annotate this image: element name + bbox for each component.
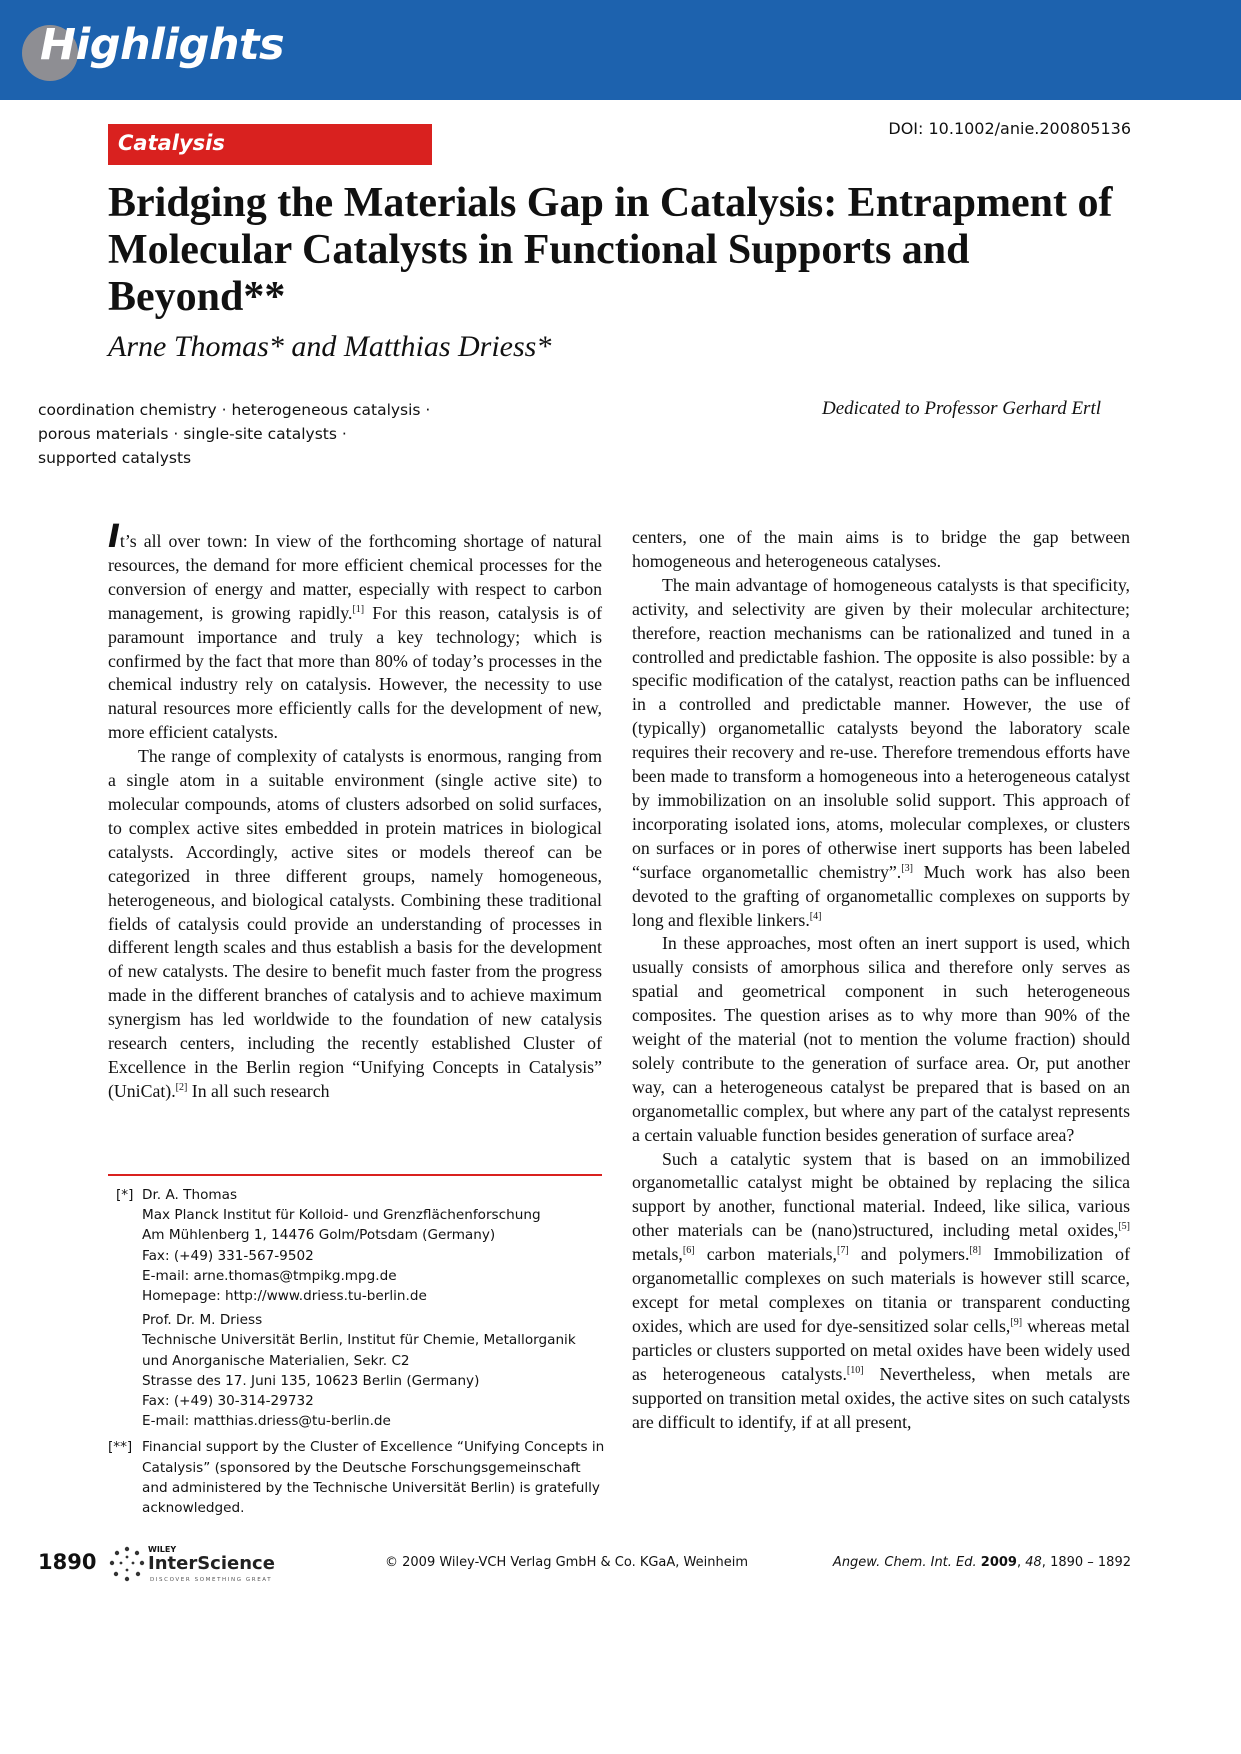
footnote-mark: [*] <box>116 1187 134 1203</box>
authors: Arne Thomas* and Matthias Driess* <box>108 330 552 363</box>
article-title: Bridging the Materials Gap in Catalysis: Entrapment of Molecular Catalysts in Functional Supports and Beyond** <box>108 180 1113 320</box>
reference-link[interactable]: [3] <box>901 862 913 874</box>
footnote-authors: [*] Dr. A. Thomas Max Planck Institut für Kolloid- und Grenzflächenforschung Am Mühlenberg 1, 14476 Golm/Potsdam (Germany) Fax: (+49) 331-567-9502 E-mail: arne.thomas@tmpikg.mpg.de Homepage: http://www.driess.tu-berlin.de Prof. Dr. M. Driess Technische Universität Berlin, Institut für Chemie, Metallorganik und Anorganische Materialien, Sekr. C2 Strasse des 17. Juni 135, 10623 Berlin (Germany) Fax: (+49) 30-314-29732 E-mail: matthias.driess@tu-berlin.de <box>108 1185 602 1431</box>
keyword-line: supported catalysts <box>38 449 192 467</box>
reference-link[interactable]: [9] <box>1010 1316 1023 1328</box>
doi: DOI: 10.1002/anie.200805136 <box>888 119 1131 138</box>
paragraph: The range of complexity of catalysts is enormous, ranging from a single atom in a suitable environment (single active site) to molecular compounds, atoms of clusters adsorbed on solid surfaces, to complex active sites embedded in protein matrices in biological catalysts. Accordingly, active sites or models thereof can be categorized in three different groups, namely homogeneous, heterogeneous, and biological catalysts. Combining these traditional fields of catalysis could provide an understanding of processes in different length scales and thus establish a basis for the development of new catalysts. The desire to benefit much faster from the progress made in the different branches of catalysis and to achieve maximum synergism has led worldwide to the foundation of new catalysis research centers, including the recently established Cluster of Excellence in the Berlin region “Unifying Concepts in Catalysis” (UniCat).[2] In all such research <box>108 746 602 1101</box>
email-link[interactable]: E-mail: arne.thomas@tmpikg.mpg.de <box>142 1267 397 1284</box>
section-tag <box>108 124 432 165</box>
footnotes <box>108 1185 605 1522</box>
body-column-left <box>108 517 602 1104</box>
keywords <box>38 398 458 470</box>
paragraph: The main advantage of homogeneous catalysts is that specificity, activity, and selectivity are given by their molecular architecture; therefore, reaction mechanisms can be rationalized and tuned in a controlled and predictable fashion. The opposite is also possible: by a specific modification of the catalyst, reaction paths can be influenced in a controlled and predictable manner. However, the use of (typically) organometallic catalysts beyond the laboratory scale requires their recovery and re-use. Therefore tremendous efforts have been made to transform a homogeneous into a heterogeneous catalyst by immobilization on an insoluble solid support. This approach of incorporating isolated ions, atoms, molecular complexes, or clusters on surfaces or in pores of otherwise inert supports has been labeled “surface organometallic chemistry”.[3] Much work has also been devoted to the grafting of organometallic complexes on supports by long and flexible linkers.[4] <box>632 574 1131 930</box>
paragraph: It’s all over town: In view of the forthcoming shortage of natural resources, the demand for more efficient chemical processes for the conversion of energy and matter, especially with respect to carbon management, is growing rapidly.[1] For this reason, catalysis is of paramount importance and truly a key technology; which is confirmed by the fact that more than 80% of today’s processes in the chemical industry rely on catalysis. However, the necessity to use natural resources more efficiently calls for the development of new, more efficient catalysts. <box>108 517 602 743</box>
email-link[interactable]: E-mail: matthias.driess@tu-berlin.de <box>142 1413 391 1430</box>
banner-title: Highlights <box>40 20 285 70</box>
page-footer <box>0 1545 1241 1585</box>
reference-link[interactable]: [8] <box>969 1245 982 1257</box>
homepage-link[interactable]: Homepage: http://www.driess.tu-berlin.de <box>142 1288 427 1305</box>
paragraph: Such a catalytic system that is based on an immobilized organometallic catalyst might be obtained by replacing the silica support by another, functional material. Indeed, like silica, various other materials can be (nano)structured, including metal oxides,[5] metals,[6] carbon materials,[7] and polymers.[8] Immobilization of organometallic complexes on such materials is however still scarce, except for metal complexes on titania or transparent conducting oxides, which are used for dye-sensitized solar cells,[9] whereas metal particles or clusters supported on metal oxides have been widely used as heterogeneous catalysts.[10] Nevertheless, when metals are supported on transition metal oxides, the active sites on such catalysts are difficult to identify, if at all present, <box>632 1148 1130 1432</box>
dedication: Dedicated to Professor Gerhard Ertl <box>822 398 1101 419</box>
paragraph: In these approaches, most often an inert support is used, which usually consists of amorphous silica and therefore only serves as spatial and geometrical component in such heterogeneous composites. The question arises as to why more than 90% of the weight of the material (not to mention the volume fraction) should solely contribute to the generation of surface area. Or, put another way, can a heterogeneous catalyst be prepared that is based on an organometallic complex, but where any part of the catalyst represents a certain valuable function besides generation of surface area? <box>632 933 1130 1145</box>
reference-link[interactable]: [1] <box>352 603 365 615</box>
paragraph: centers, one of the main aims is to bridge the gap between homogeneous and heterogeneous catalyses. <box>632 527 1130 571</box>
logo-name: InterScience <box>148 1553 275 1574</box>
page-number: 1890 <box>38 1550 97 1574</box>
reference-link[interactable]: [7] <box>837 1245 849 1257</box>
highlights-banner <box>0 0 1241 100</box>
reference-link[interactable]: [4] <box>809 910 822 922</box>
reference-link[interactable]: [6] <box>682 1245 695 1257</box>
footnote-divider <box>108 1174 602 1176</box>
interscience-logo-icon <box>107 1545 147 1585</box>
section-tag-label: Catalysis <box>118 131 225 155</box>
footnote-mark: [**] <box>108 1439 133 1456</box>
reference-link[interactable]: [5] <box>1118 1221 1130 1233</box>
body-column-right <box>632 526 1130 1434</box>
footnote-funding: [**] Financial support by the Cluster of Excellence “Unifying Concepts in Catalysis” (sponsored by the Deutsche Forschungsgemeinschaft and administered by the Technische Universität Berlin) is gratefully acknowledged. <box>108 1439 605 1517</box>
logo-tagline: DISCOVER SOMETHING GREAT <box>150 1577 273 1583</box>
reference-link[interactable]: [2] <box>175 1081 188 1093</box>
logo-brand: WILEY <box>148 1545 177 1554</box>
journal-citation: Angew. Chem. Int. Ed. 2009, 48, 1890 – 1892 <box>832 1555 1131 1570</box>
reference-link[interactable]: [10] <box>846 1364 864 1376</box>
copyright: © 2009 Wiley-VCH Verlag GmbH & Co. KGaA, Weinheim <box>385 1555 749 1570</box>
keyword-line: coordination chemistry · heterogeneous catalysis · <box>38 401 431 419</box>
drop-cap: I <box>108 517 120 555</box>
keyword-line: porous materials · single-site catalysts · <box>38 425 347 443</box>
